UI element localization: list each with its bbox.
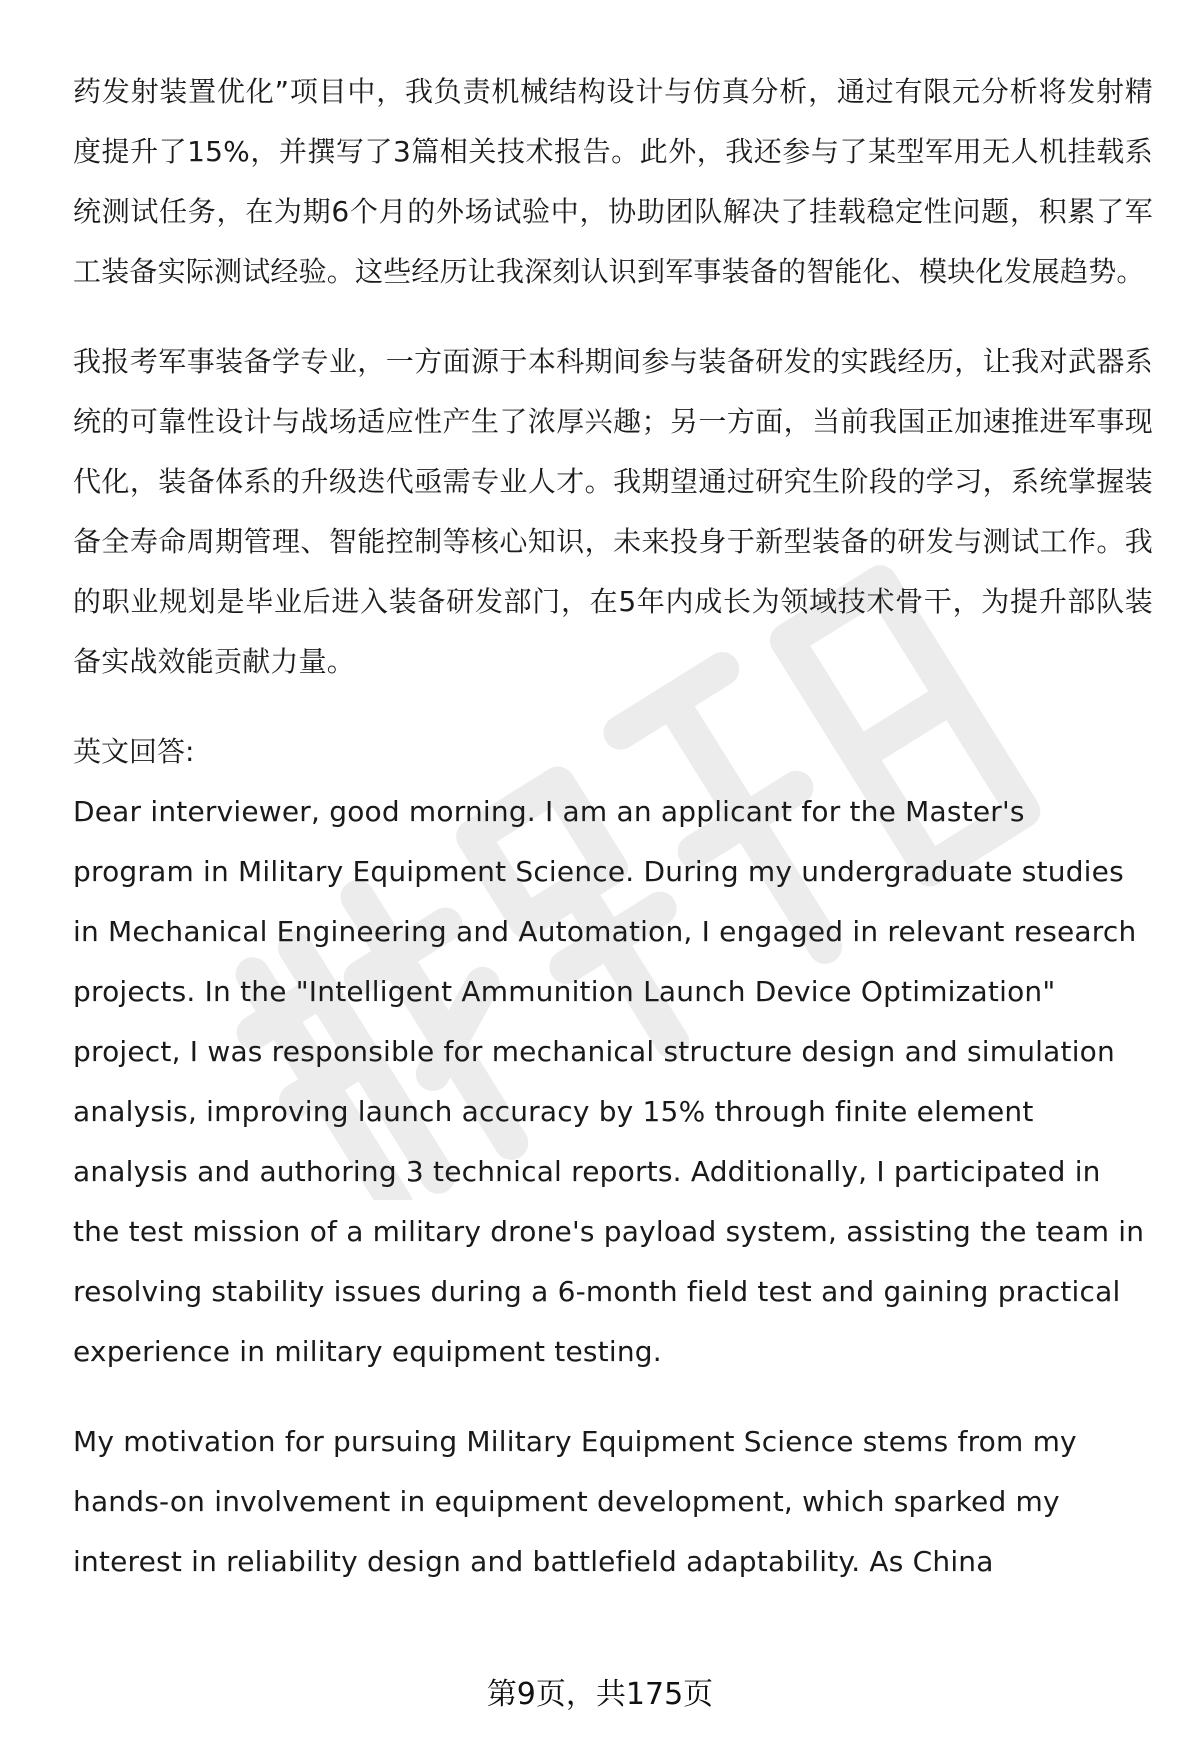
paragraph-gap xyxy=(73,302,1153,332)
paragraph-gap xyxy=(73,1382,1153,1412)
page-content xyxy=(73,62,1153,1592)
paragraph-en-intro: Dear interviewer, good morning. I am an applicant for the Master's program in Military Equipment Science. During my undergraduate studies in Mechanical Engineering and Automation, I engaged in relevant research projects. In the "Intelligent Ammunition Launch Device Optimization" project, I was responsible for mechanical structure design and simulation analysis, improving launch accuracy by 15% through finite element analysis and authoring 3 technical reports. Additionally, I participated in the test mission of a military drone's payload system, assisting the team in resolving stability issues during a 6-month field test and gaining practical experience in military equipment testing. xyxy=(73,795,1145,1368)
english-answer-label: 英文回答: xyxy=(73,735,195,768)
page-number-footer: 第9页，共175页 xyxy=(486,1677,714,1712)
paragraph-cn-motivation: 我报考军事装备学专业，一方面源于本科期间参与装备研发的实践经历，让我对武器系统的可靠性设计与战场适应性产生了浓厚兴趣；另一方面，当前我国正加速推进军事现代化，装备体系的升级迭代亟需专业人才。我期望通过研究生阶段的学习，系统掌握装备全寿命周期管理、智能控制等核心知识，未来投身于新型装备的研发与测试工作。我的职业规划是毕业后进入装备研发部门，在5年内成长为领域技术骨干，为提升部队装备实战效能贡献力量。 xyxy=(73,345,1153,678)
paragraph-en-motivation: My motivation for pursuing Military Equipment Science stems from my hands-on involvement in equipment development, which sparked my interest in reliability design and battlefield adaptability. As China xyxy=(73,1425,1077,1578)
paragraph-gap xyxy=(73,692,1153,722)
paragraph-cn-continued: 药发射装置优化”项目中，我负责机械结构设计与仿真分析，通过有限元分析将发射精度提升了15%，并撰写了3篇相关技术报告。此外，我还参与了某型军用无人机挂载系统测试任务，在为期6个月的外场试验中，协助团队解决了挂载稳定性问题，积累了军工装备实际测试经验。这些经历让我深刻认识到军事装备的智能化、模块化发展趋势。 xyxy=(73,75,1153,288)
